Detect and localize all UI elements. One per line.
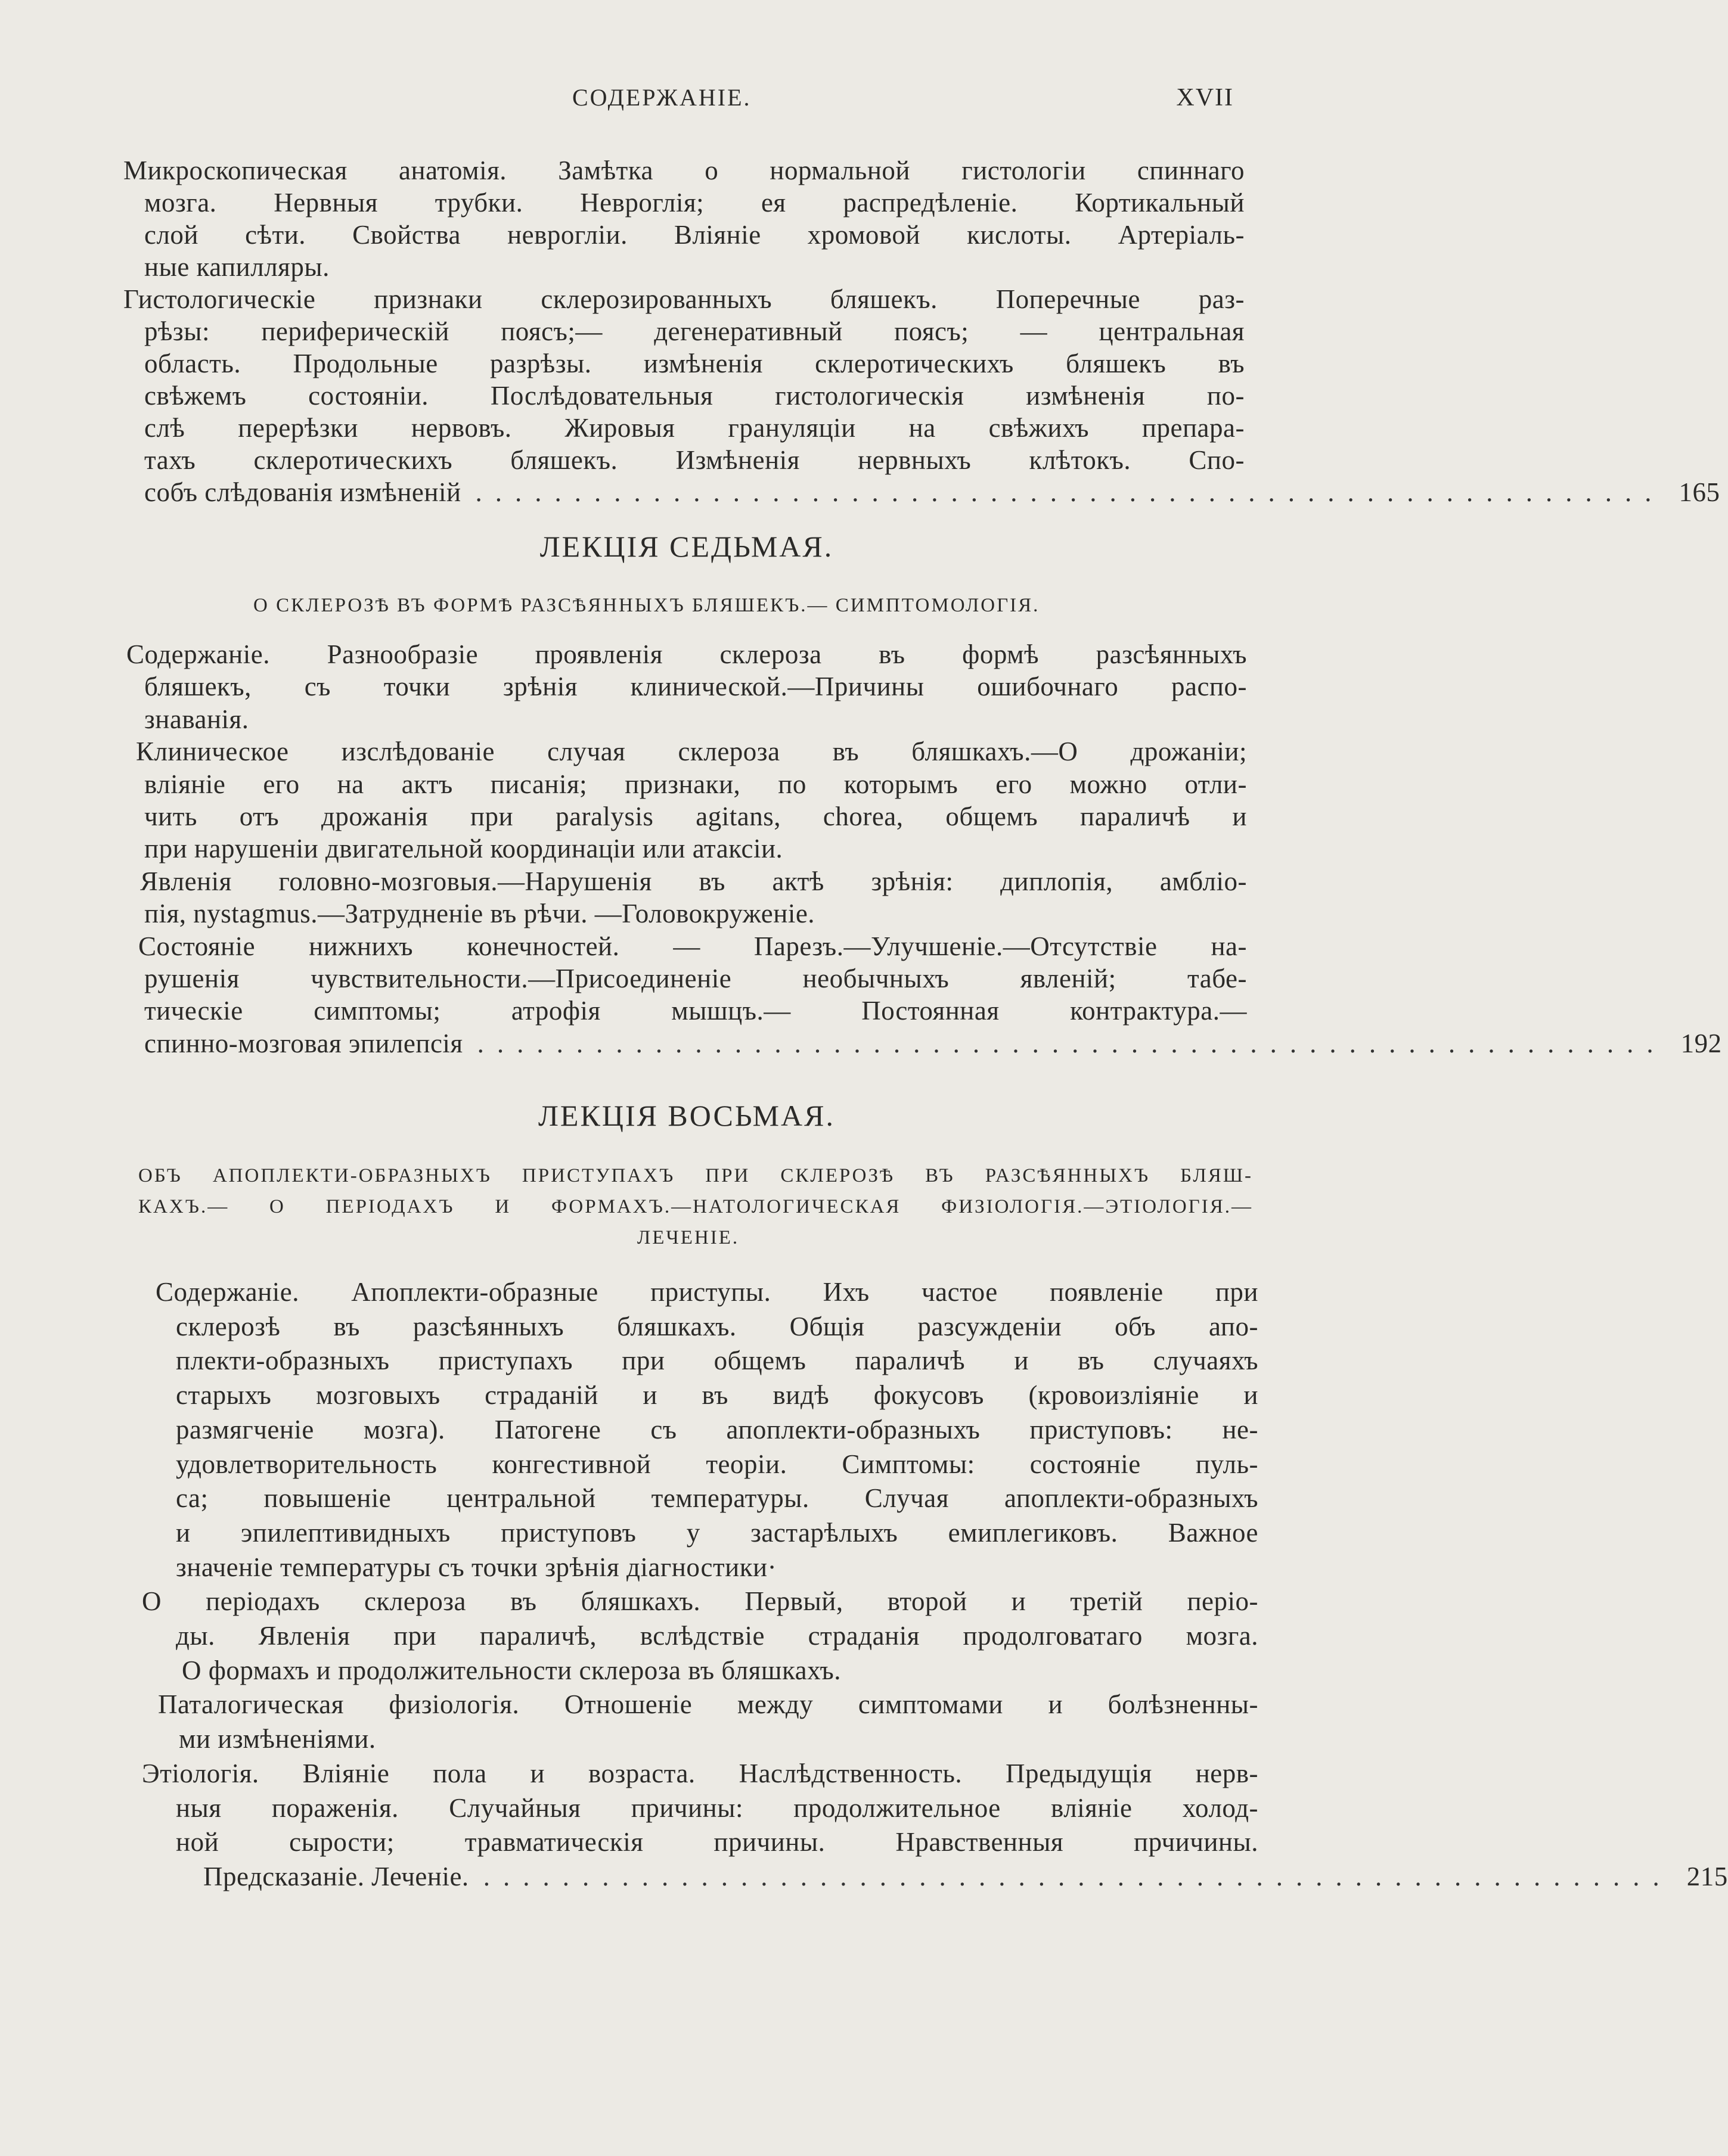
dot-leader: ............................................................	[483, 1861, 1673, 1891]
toc-text-line: Паталогическая физіологія. Отношеніе между симптомами и болѣзненны-	[158, 1689, 1258, 1720]
toc-entry-last-line	[203, 1860, 1728, 1894]
toc-page-number: 192	[1680, 1028, 1722, 1058]
toc-text-line: ми измѣненіями.	[179, 1724, 376, 1754]
toc-text-line: Клиническое изслѣдованіе случая склероза въ бляшкахъ.—О дрожаніи;	[136, 737, 1247, 767]
lecture-subtitle-line: О СКЛЕРОЗѢ ВЪ ФОРМѢ РАЗСѢЯННЫХЪ БЛЯШЕКЪ.— СИМПТОМОЛОГІЯ.	[253, 595, 1040, 616]
toc-text-line: ныя пораженія. Случайныя причины: продолжительное вліяніе холод-	[176, 1792, 1258, 1823]
toc-text-line: мозга. Нервныя трубки. Невроглія; ея распредѣленіе. Кортикальный	[144, 188, 1245, 218]
toc-text-line: вліяніе его на актъ писанія; признаки, по которымъ его можно отли-	[144, 769, 1247, 799]
toc-text-line: тахъ склеротическихъ бляшекъ. Измѣненія нервныхъ клѣтокъ. Спо-	[144, 445, 1245, 475]
toc-entry-last-line	[144, 1027, 1722, 1060]
lecture-8-title: ЛЕКЦІЯ ВОСЬМАЯ.	[538, 1099, 835, 1132]
lecture-subtitle-line: ОБЪ АПОПЛЕКТИ-ОБРАЗНЫХЪ ПРИСТУПАХЪ ПРИ СКЛЕРОЗѢ ВЪ РАЗСѢЯННЫХЪ БЛЯШ-	[138, 1165, 1253, 1186]
lecture-7-contents	[0, 638, 1722, 1060]
toc-text-line: Явленія головно-мозговыя.—Нарушенія въ актѣ зрѣнія: диплопія, амбліо-	[140, 866, 1247, 896]
toc-text-line: Состояніе нижнихъ конечностей. — Парезъ.—Улучшеніе.—Отсутствіе на-	[138, 931, 1247, 961]
toc-text-line: рушенія чувствительности.—Присоединеніе необычныхъ явленій; табе-	[144, 964, 1247, 994]
lecture-subtitle-line: КАХЪ.— О ПЕРІОДАХЪ И ФОРМАХЪ.—НАТОЛОГИЧЕСКАЯ ФИЗІОЛОГІЯ.—ЭТІОЛОГІЯ.—	[138, 1196, 1253, 1217]
toc-text-line: и эпилептивидныхъ приступовъ у застарѣлыхъ емиплегиковъ. Важное	[176, 1517, 1258, 1548]
toc-text-line: пія, nystagmus.—Затрудненіе въ рѣчи. —Головокруженіе.	[144, 899, 815, 929]
toc-text-line: Микроскопическая анатомія. Замѣтка о нормальной гистологіи спиннаго	[123, 156, 1245, 185]
lecture-8-contents	[0, 1275, 1728, 1894]
dot-leader: ............................................................	[477, 1028, 1667, 1058]
toc-text-line: удовлетворительность конгестивной теоріи. Симптомы: состояніе пуль-	[176, 1449, 1258, 1479]
toc-section-previous-lecture	[0, 154, 1720, 508]
toc-text-line: Гистологическіе признаки склерозированныхъ бляшекъ. Поперечные раз-	[123, 284, 1245, 314]
toc-text-line: значеніе температуры съ точки зрѣнія діагностики·	[176, 1552, 777, 1582]
toc-text-line: плекти-образныхъ приступахъ при общемъ параличѣ и въ случаяхъ	[176, 1346, 1258, 1376]
toc-text-line: О періодахъ склероза въ бляшкахъ. Первый, второй и третій періо-	[142, 1586, 1258, 1617]
toc-line-text: собъ слѣдованія измѣненій	[144, 477, 461, 507]
toc-text-line: старыхъ мозговыхъ страданій и въ видѣ фокусовъ (кровоизліяніе и	[176, 1380, 1258, 1411]
toc-text-line: склерозѣ въ разсѣянныхъ бляшкахъ. Общія разсужденіи объ апо-	[176, 1311, 1258, 1341]
toc-text-line: рѣзы: периферическій поясъ;— дегенеративный поясъ; — центральная	[144, 316, 1245, 346]
toc-line-text: Предсказаніе. Леченіе.	[203, 1861, 469, 1891]
toc-text-line: свѣжемъ состояніи. Послѣдовательныя гистологическія измѣненія по-	[144, 381, 1245, 411]
toc-text-line: при нарушеніи двигательной координаціи или атаксіи.	[144, 834, 783, 864]
lecture-7-subtitle	[0, 590, 1499, 621]
toc-text-line: чить отъ дрожанія при paralysis agitans, chorea, общемъ параличѣ и	[144, 801, 1247, 832]
toc-page-number: 215	[1686, 1861, 1728, 1891]
toc-text-line: Содержаніе. Разнообразіе проявленія склероза въ формѣ разсѣянныхъ	[126, 639, 1247, 669]
toc-text-line: са; повышеніе центральной температуры. Случая апоплекти-образныхъ	[176, 1483, 1258, 1514]
toc-text-line: слѣ перерѣзки нервовъ. Жировыя грануляціи на свѣжихъ препара-	[144, 413, 1245, 443]
lecture-7-title: ЛЕКЦІЯ СЕДЬМАЯ.	[539, 530, 834, 563]
lecture-8-subtitle	[0, 1160, 1499, 1253]
toc-entry-last-line	[144, 476, 1720, 508]
toc-text-line: размягченіе мозга). Патогене съ апоплекти-образныхъ приступовъ: не-	[176, 1414, 1258, 1444]
dot-leader: ............................................................	[475, 477, 1665, 507]
toc-text-line: тическіе симптомы; атрофія мышцъ.— Постоянная контрактура.—	[144, 996, 1247, 1026]
toc-text-line: Этіологія. Вліяніе пола и возраста. Наслѣдственность. Предыдущія нерв-	[142, 1758, 1258, 1788]
toc-text-line: Содержаніе. Апоплекти-образные приступы. Ихъ частое появленіе при	[156, 1277, 1258, 1307]
toc-text-line: ды. Явленія при параличѣ, вслѣдствіе страданія продолговатаго мозга.	[176, 1621, 1258, 1651]
toc-page-number: 165	[1679, 477, 1720, 507]
toc-text-line: О формахъ и продолжительности склероза въ бляшкахъ.	[182, 1655, 841, 1685]
toc-text-line: область. Продольные разрѣзы. измѣненія склеротическихъ бляшекъ въ	[144, 349, 1245, 378]
toc-text-line: бляшекъ, съ точки зрѣнія клинической.—Причины ошибочнаго распо-	[144, 672, 1247, 702]
lecture-subtitle-line: ЛЕЧЕНІЕ.	[637, 1227, 740, 1248]
running-head-title: СОДЕРЖАНІЕ.	[572, 84, 752, 111]
toc-text-line: знаванія.	[144, 704, 249, 734]
toc-line-text: спинно-мозговая эпилепсія	[144, 1028, 463, 1058]
toc-text-line: ной сырости; травматическія причины. Нравственныя прчичины.	[176, 1827, 1258, 1857]
toc-text-line: ные капилляры.	[144, 252, 330, 282]
toc-text-line: слой сѣти. Свойства неврогліи. Вліяніе хромовой кислоты. Артеріаль-	[144, 220, 1245, 250]
page-number: XVII	[1176, 84, 1234, 111]
